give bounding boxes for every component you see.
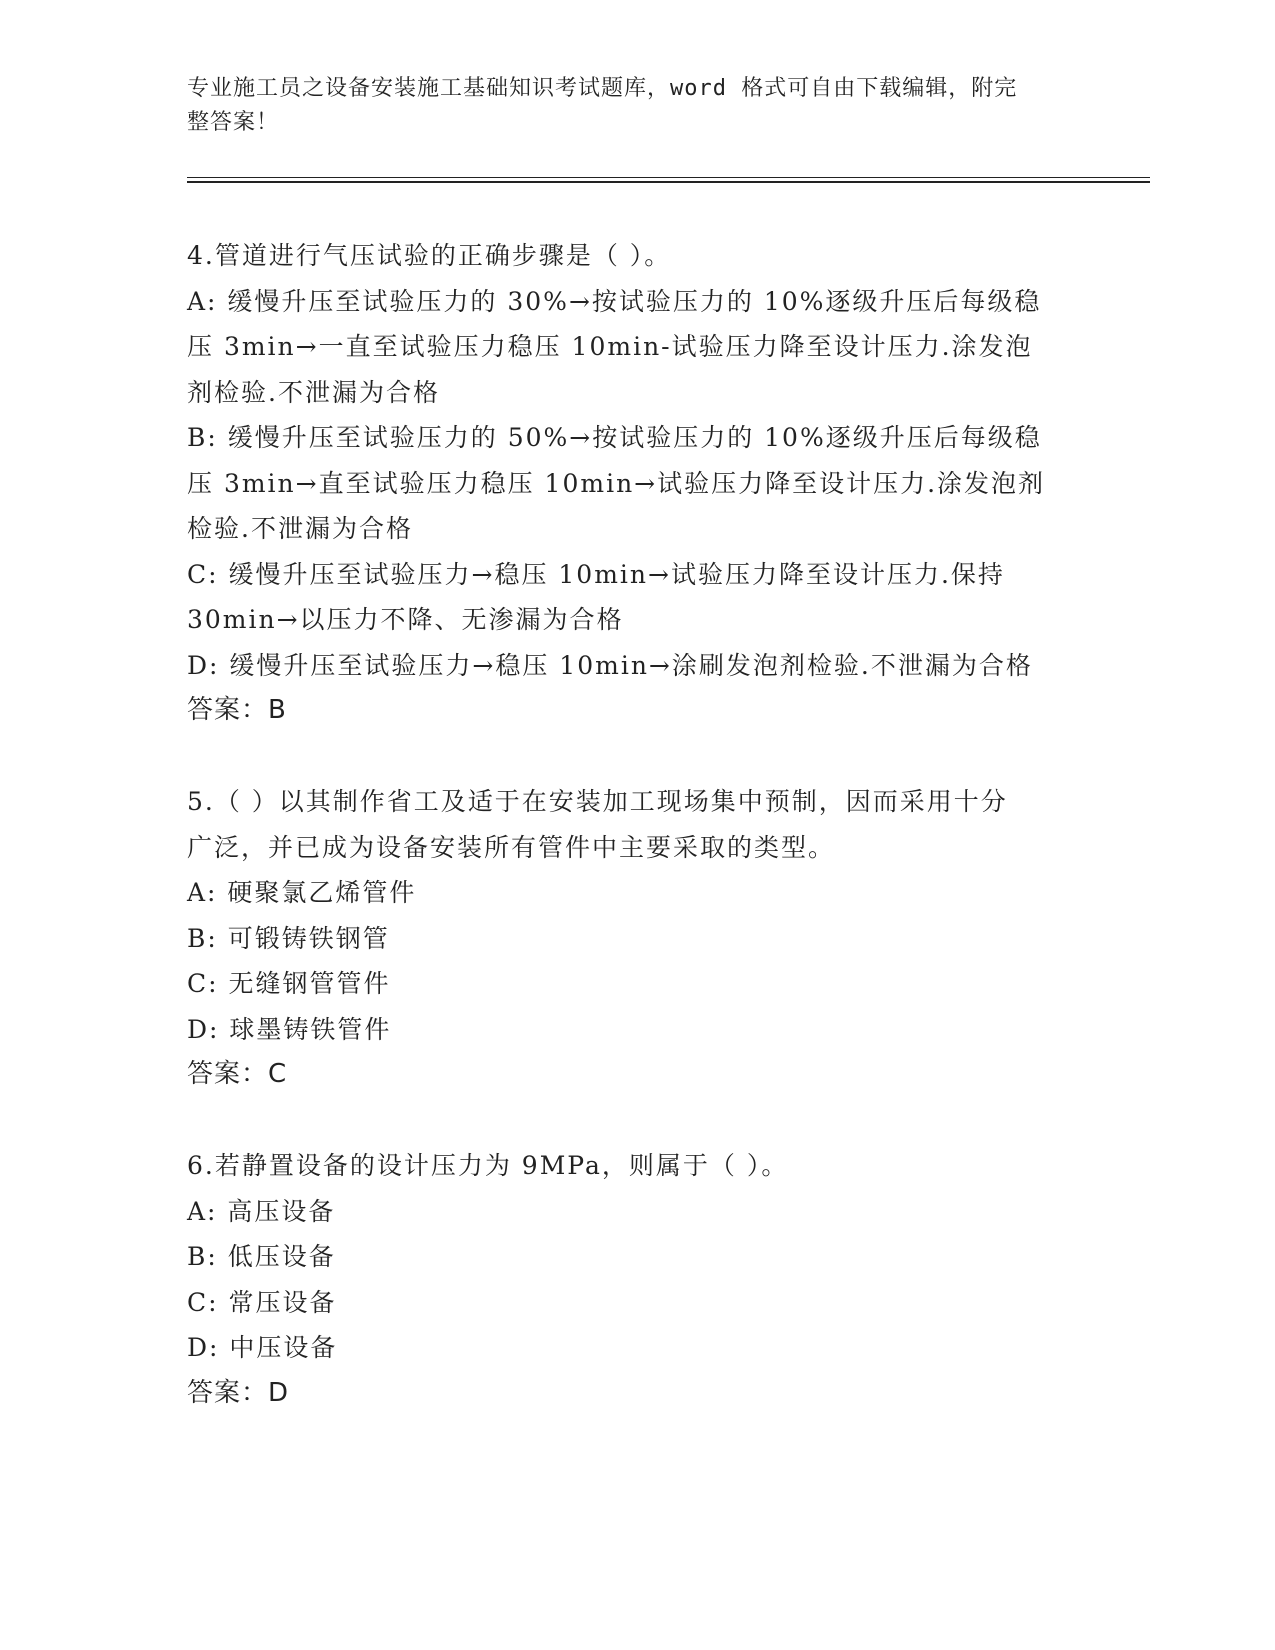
option-a-line-1: A: 缓慢升压至试验压力的 30%→按试验压力的 10%逐级升压后每级稳 [187, 286, 1042, 316]
header-divider-thin [187, 177, 1150, 178]
answer-label: 答案：D [187, 1377, 290, 1408]
question-stem: 6.若静置设备的设计压力为 9MPa，则属于（ ）。 [187, 1151, 789, 1180]
header-line-2: 整答案！ [187, 110, 280, 135]
document-header [187, 72, 1067, 140]
option-a: A: 高压设备 [187, 1196, 336, 1226]
option-d-line-1: D: 缓慢升压至试验压力→稳压 10min→涂刷发泡剂检验.不泄漏为合格 [187, 650, 1033, 680]
option-b-line-3: 检验.不泄漏为合格 [187, 514, 413, 543]
option-d: D: 球墨铸铁管件 [187, 1014, 392, 1044]
option-c: C: 无缝钢管管件 [187, 969, 391, 998]
option-c-line-2: 30min→以压力不降、无渗漏为合格 [187, 605, 624, 634]
option-a: A: 硬聚氯乙烯管件 [187, 878, 417, 907]
header-divider-thick [187, 181, 1150, 183]
question-6 [187, 1143, 1087, 1416]
option-d: D: 中压设备 [187, 1333, 338, 1362]
question-stem: 4.管道进行气压试验的正确步骤是（ ）。 [187, 241, 672, 270]
question-stem-line-1: 5.（ ）以其制作省工及适于在安装加工现场集中预制，因而采用十分 [187, 787, 1008, 816]
question-5 [187, 779, 1087, 1097]
question-list [187, 233, 1087, 1462]
header-line-1: 专业施工员之设备安装施工基础知识考试题库，word 格式可自由下载编辑，附完 [187, 76, 1018, 101]
option-a-line-2: 压 3min→一直至试验压力稳压 10min-试验压力降至设计压力.涂发泡 [187, 332, 1033, 361]
question-stem-line-2: 广泛，并已成为设备安装所有管件中主要采取的类型。 [187, 832, 836, 862]
option-c-line-1: C: 缓慢升压至试验压力→稳压 10min→试验压力降至设计压力.保持 [187, 559, 1005, 589]
option-a-line-3: 剂检验.不泄漏为合格 [187, 377, 440, 407]
option-b-line-2: 压 3min→直至试验压力稳压 10min→试验压力降至设计压力.涂发泡剂 [187, 468, 1046, 498]
question-4 [187, 233, 1087, 733]
option-c: C: 常压设备 [187, 1287, 337, 1317]
option-b: B: 可锻铸铁钢管 [187, 923, 390, 953]
answer-label: 答案：C [187, 1059, 288, 1089]
option-b-line-1: B: 缓慢升压至试验压力的 50%→按试验压力的 10%逐级升压后每级稳 [187, 423, 1042, 452]
answer-label: 答案：B [187, 695, 287, 725]
option-b: B: 低压设备 [187, 1242, 336, 1271]
